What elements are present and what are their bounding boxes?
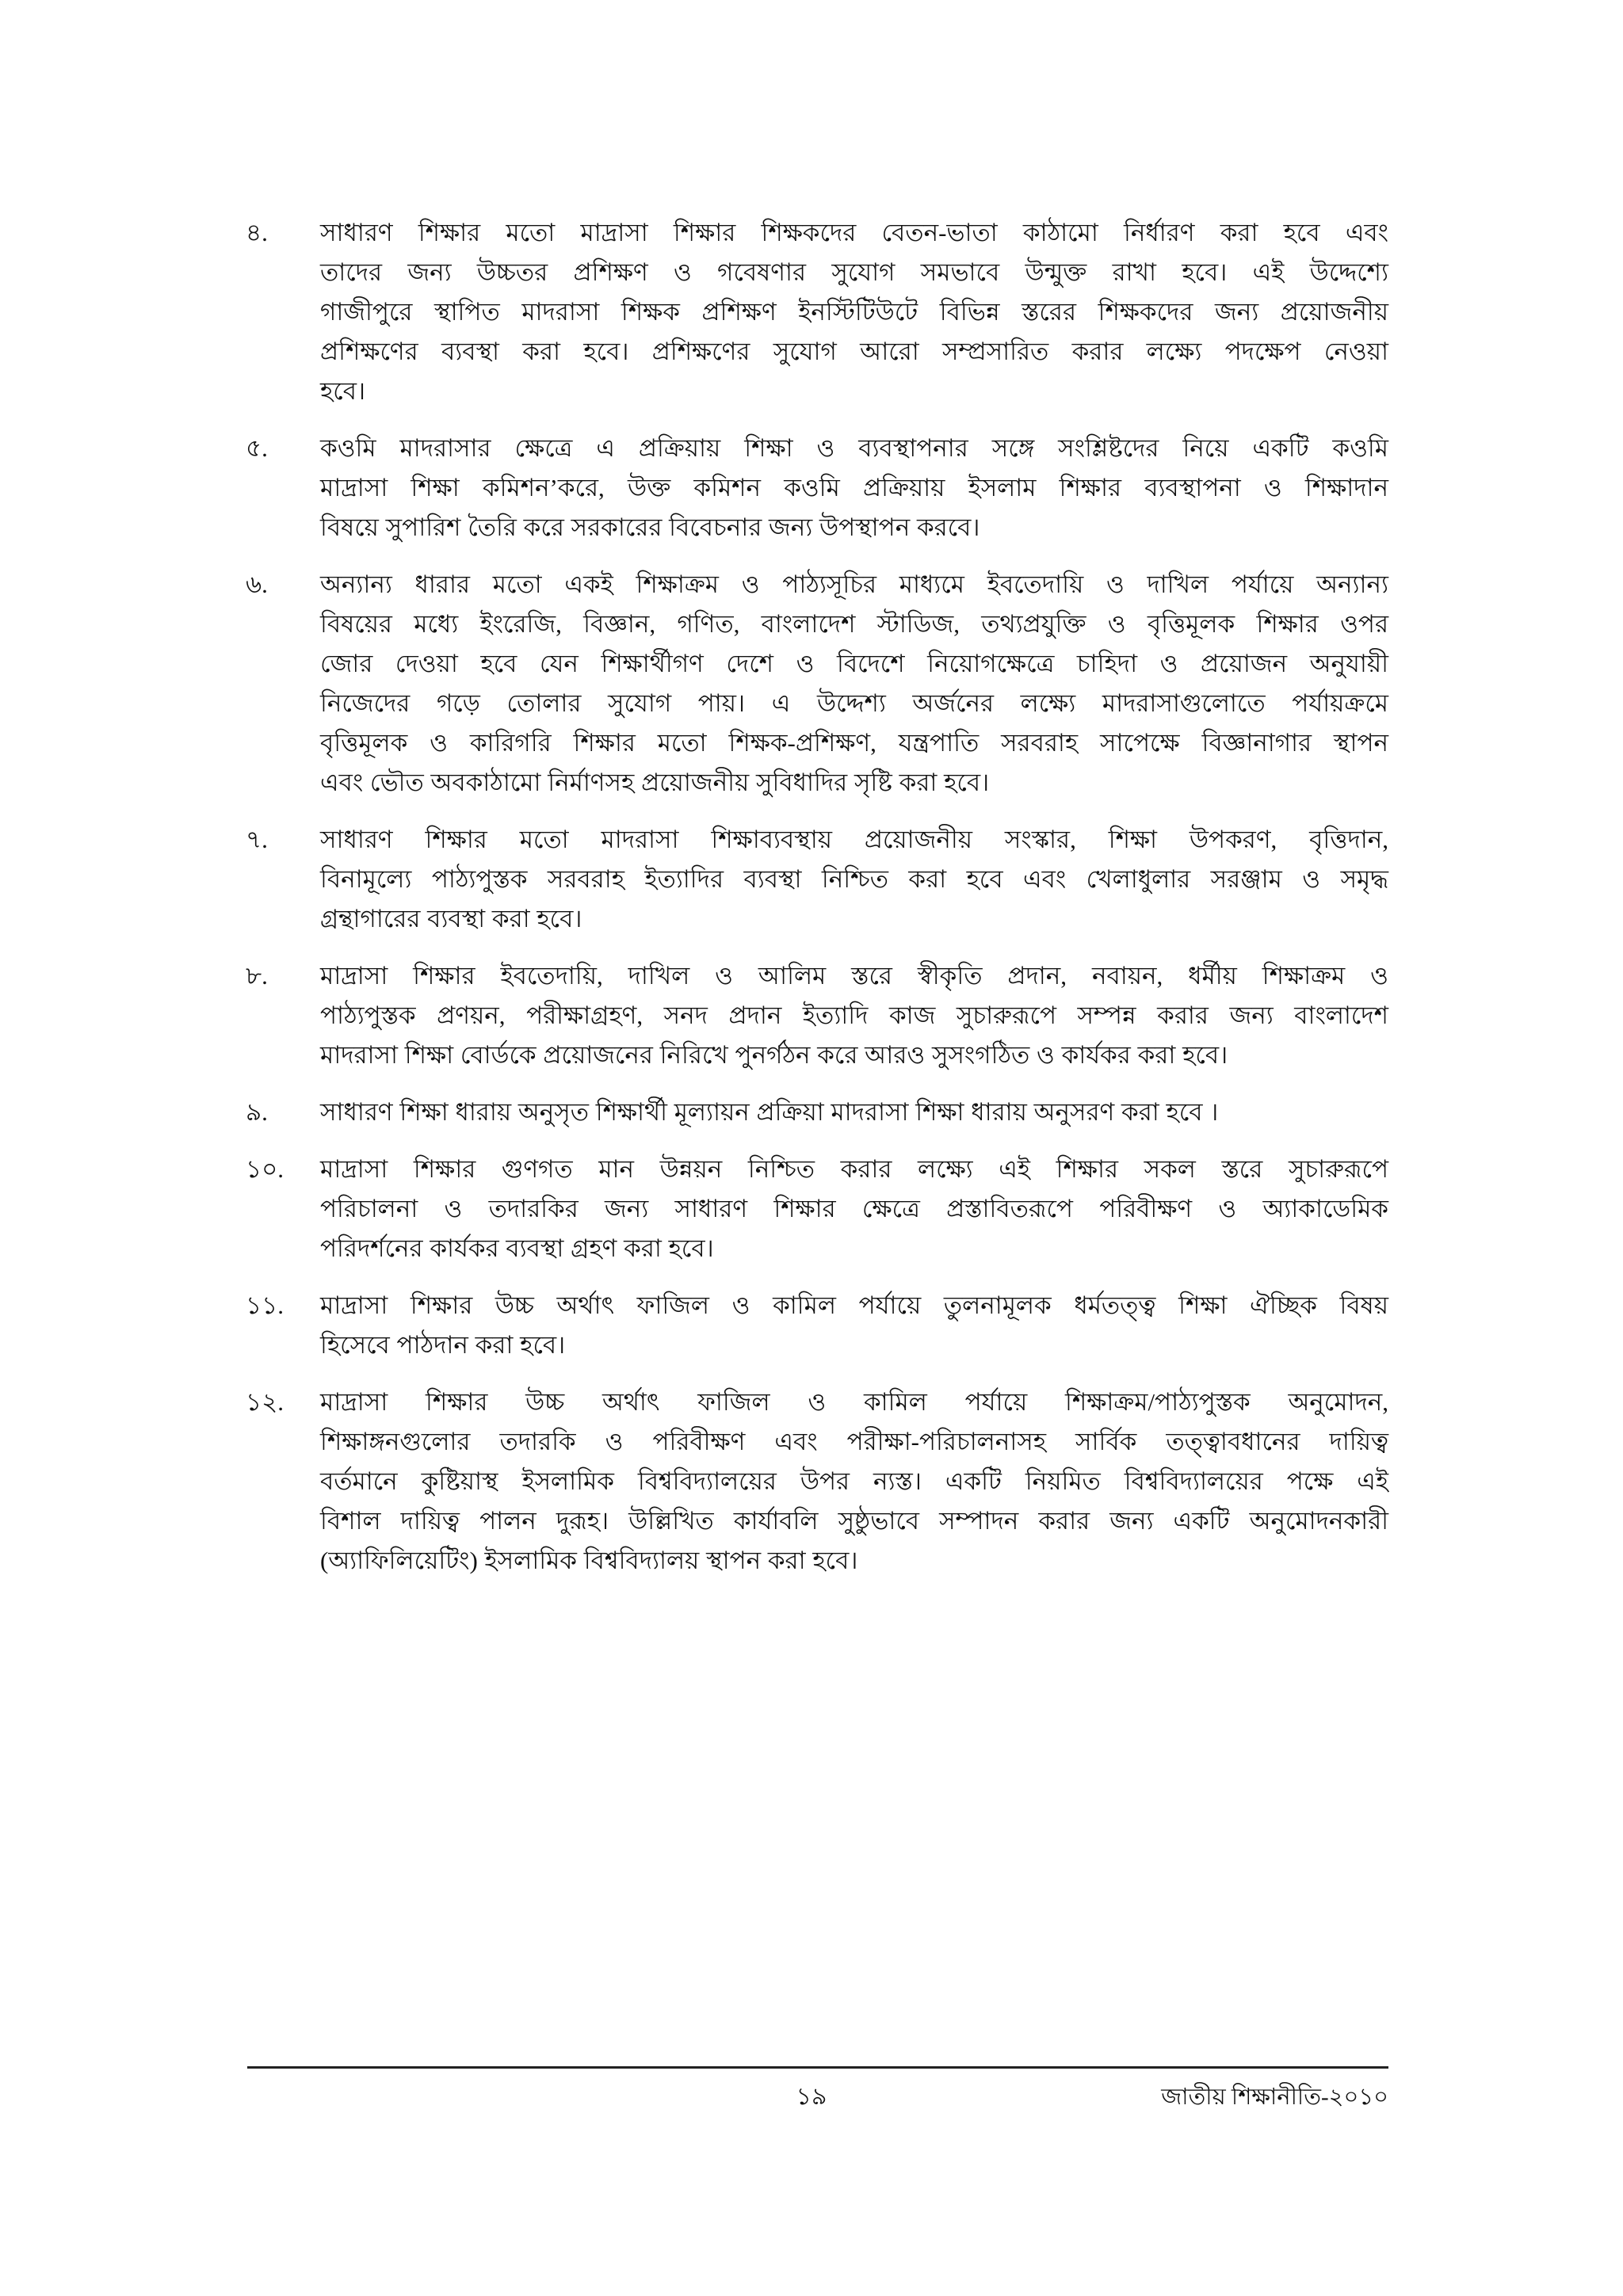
paragraph-line: বর্তমানে কুষ্টিয়াস্থ ইসলামিক বিশ্ববিদ্যালয়ের উপর ন্যস্ত। একটি নিয়মিত বিশ্ববিদ্যালয়ের পক্ষে এই [320, 1467, 1388, 1495]
paragraph-line: (অ্যাফিলিয়েটিং) ইসলামিক বিশ্ববিদ্যালয় স্থাপন করা হবে। [320, 1547, 858, 1574]
paragraph-line: মাদরাসা শিক্ষা বোর্ডকে প্রয়োজনের নিরিখে পুনর্গঠন করে আরও সুসংগঠিত ও কার্যকর করা হবে। [320, 1041, 1228, 1069]
item-number: ৭. [246, 826, 268, 853]
paragraph-line: মাদ্রাসা শিক্ষার উচ্চ অর্থাৎ ফাজিল ও কামিল পর্যায়ে শিক্ষাক্রম/পাঠ্যপুস্তক অনুমোদন, [320, 1388, 1388, 1416]
paragraph-line: এবং ভৌত অবকাঠামো নির্মাণসহ প্রয়োজনীয় সুবিধাদির সৃষ্টি করা হবে। [320, 769, 990, 796]
footer-title: জাতীয় শিক্ষানীতি-২০১০ [1161, 2084, 1388, 2110]
paragraph-line: জোর দেওয়া হবে যেন শিক্ষার্থীগণ দেশে ও বিদেশে নিয়োগক্ষেত্রে চাহিদা ও প্রয়োজন অনুযায়ী [320, 650, 1388, 677]
paragraph-line: সাধারণ শিক্ষা ধারায় অনুসৃত শিক্ষার্থী মূল্যায়ন প্রক্রিয়া মাদরাসা শিক্ষা ধারায় অনুসরণ করা হবে । [320, 1098, 1219, 1126]
item-number: ৪. [246, 219, 268, 246]
list-item [246, 956, 1388, 1075]
item-text [320, 213, 1388, 411]
list-item [246, 1150, 1388, 1268]
paragraph-line: নিজেদের গড়ে তোলার সুযোগ পায়। এ উদ্দেশ্য অর্জনের লক্ষ্যে মাদরাসাগুলোতে পর্যায়ক্রমে [320, 689, 1388, 717]
paragraph-line: মাদ্রাসা শিক্ষা কমিশন’করে, উক্ত কমিশন কওমি প্রক্রিয়ায় ইসলাম শিক্ষার ব্যবস্থাপনা ও শিক্ষাদান [320, 474, 1388, 502]
paragraph-line: বিনামূল্যে পাঠ্যপুস্তক সরবরাহ ইত্যাদির ব্যবস্থা নিশ্চিত করা হবে এবং খেলাধুলার সরঞ্জাম ও সমৃদ্ধ [320, 865, 1388, 893]
list-item [246, 429, 1388, 547]
item-text [320, 1093, 1388, 1132]
paragraph-line: প্রশিক্ষণের ব্যবস্থা করা হবে। প্রশিক্ষণের সুযোগ আরো সম্প্রসারিত করার লক্ষ্যে পদক্ষেপ নেওয়া [320, 338, 1388, 365]
item-text [320, 1150, 1388, 1268]
paragraph-line: সাধারণ শিক্ষার মতো মাদরাসা শিক্ষাব্যবস্থায় প্রয়োজনীয় সংস্কার, শিক্ষা উপকরণ, বৃত্তিদান, [320, 826, 1388, 853]
paragraph-line: পরিদর্শনের কার্যকর ব্যবস্থা গ্রহণ করা হবে। [320, 1234, 714, 1262]
paragraph-line: হিসেবে পাঠদান করা হবে। [320, 1331, 566, 1359]
list-item [246, 1093, 1388, 1132]
paragraph-line: হবে। [320, 377, 366, 405]
paragraph-line: অন্যান্য ধারার মতো একই শিক্ষাক্রম ও পাঠ্যসূচির মাধ্যমে ইবতেদায়ি ও দাখিল পর্যায়ে অন্যান্য [320, 570, 1388, 598]
list-item [246, 820, 1388, 939]
item-text [320, 820, 1388, 939]
item-number: ৬. [246, 570, 268, 598]
list-item [246, 213, 1388, 411]
item-number: ১২. [246, 1388, 285, 1416]
paragraph-line: মাদ্রাসা শিক্ষার ইবতেদায়ি, দাখিল ও আলিম স্তরে স্বীকৃতি প্রদান, নবায়ন, ধর্মীয় শিক্ষাক্রম ও [320, 962, 1388, 990]
paragraph-line: গ্রন্থাগারের ব্যবস্থা করা হবে। [320, 905, 582, 933]
item-text [320, 1286, 1388, 1365]
footer-rule [247, 2066, 1388, 2069]
numbered-list [246, 213, 1388, 1581]
item-text [320, 1383, 1388, 1581]
list-item [246, 1286, 1388, 1365]
paragraph-line: বিষয়ের মধ্যে ইংরেজি, বিজ্ঞান, গণিত, বাংলাদেশ স্টাডিজ, তথ্যপ্রযুক্তি ও বৃত্তিমূলক শিক্ষার ওপর [320, 610, 1388, 638]
paragraph-line: মাদ্রাসা শিক্ষার উচ্চ অর্থাৎ ফাজিল ও কামিল পর্যায়ে তুলনামূলক ধর্মতত্ত্ব শিক্ষা ঐচ্ছিক বিষয় [320, 1291, 1388, 1319]
paragraph-line: শিক্ষাঙ্গনগুলোর তদারকি ও পরিবীক্ষণ এবং পরীক্ষা-পরিচালনাসহ সার্বিক তত্ত্বাবধানের দায়িত্ব [320, 1428, 1388, 1455]
item-number: ১০. [246, 1155, 285, 1183]
paragraph-line: গাজীপুরে স্থাপিত মাদরাসা শিক্ষক প্রশিক্ষণ ইনস্টিটিউটে বিভিন্ন স্তরের শিক্ষকদের জন্য প্রয়োজনীয় [320, 298, 1388, 326]
item-number: ৮. [246, 962, 268, 990]
list-item [246, 1383, 1388, 1581]
item-number: ১১. [246, 1291, 284, 1319]
item-number: ৯. [246, 1098, 268, 1126]
page-number: ১৯ [796, 2084, 827, 2110]
item-text [320, 429, 1388, 547]
item-text [320, 956, 1388, 1075]
paragraph-line: সাধারণ শিক্ষার মতো মাদ্রাসা শিক্ষার শিক্ষকদের বেতন-ভাতা কাঠামো নির্ধারণ করা হবে এবং [320, 219, 1388, 246]
paragraph-line: তাদের জন্য উচ্চতর প্রশিক্ষণ ও গবেষণার সুযোগ সমভাবে উন্মুক্ত রাখা হবে। এই উদ্দেশ্যে [320, 258, 1388, 286]
list-item [246, 565, 1388, 803]
paragraph-line: বৃত্তিমূলক ও কারিগরি শিক্ষার মতো শিক্ষক-প্রশিক্ষণ, যন্ত্রপাতি সরবরাহ সাপেক্ষে বিজ্ঞানাগার স্থাপন [320, 729, 1388, 757]
paragraph-line: বিষয়ে সুপারিশ তৈরি করে সরকারের বিবেচনার জন্য উপস্থাপন করবে। [320, 513, 980, 541]
item-number: ৫. [246, 434, 268, 462]
item-text [320, 565, 1388, 803]
paragraph-line: পরিচালনা ও তদারকির জন্য সাধারণ শিক্ষার ক্ষেত্রে প্রস্তাবিতরূপে পরিবীক্ষণ ও অ্যাকাডেমিক [320, 1195, 1388, 1222]
paragraph-line: কওমি মাদরাসার ক্ষেত্রে এ প্রক্রিয়ায় শিক্ষা ও ব্যবস্থাপনার সঙ্গে সংশ্লিষ্টদের নিয়ে একটি কওমি [320, 434, 1388, 462]
paragraph-line: পাঠ্যপুস্তক প্রণয়ন, পরীক্ষাগ্রহণ, সনদ প্রদান ইত্যাদি কাজ সুচারুরূপে সম্পন্ন করার জন্য বাংলাদেশ [320, 1001, 1388, 1029]
paragraph-line: বিশাল দায়িত্ব পালন দুরূহ। উল্লিখিত কার্যাবলি সুষ্ঠুভাবে সম্পাদন করার জন্য একটি অনুমোদনকারী [320, 1507, 1388, 1535]
paragraph-line: মাদ্রাসা শিক্ষার গুণগত মান উন্নয়ন নিশ্চিত করার লক্ষ্যে এই শিক্ষার সকল স্তরে সুচারুরূপে [320, 1155, 1388, 1183]
page-footer [247, 2079, 1388, 2115]
